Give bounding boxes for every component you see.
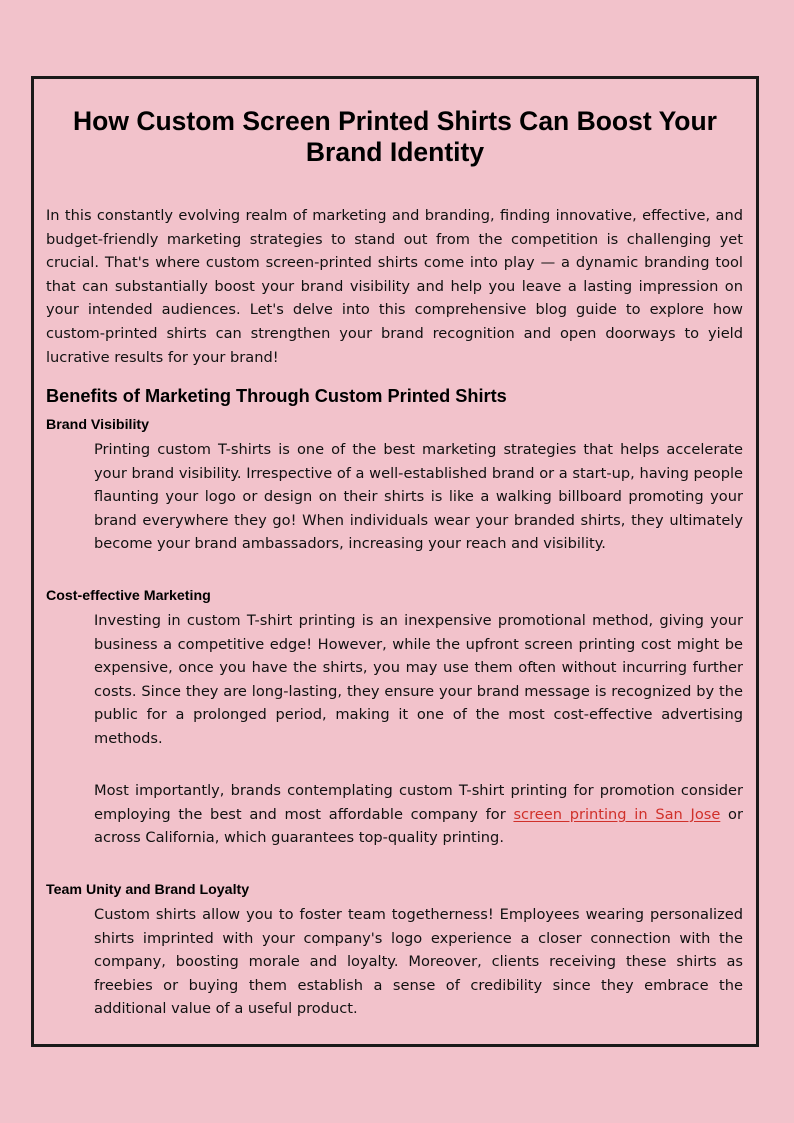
paragraph-brand-visibility: Printing custom T-shirts is one of the best marketing strategies that helps accelerate your brand visibility. Irrespective of a well-established brand or a start-up, having people flaunting your logo or design on their shirts is like a walking billboard promoting your brand everywhere they go! When individuals wear your branded shirts, they ultimately become your brand ambassadors, increasing your reach and visibility. — [94, 441, 743, 553]
paragraph-screen-printing — [94, 779, 743, 850]
intro-paragraph: In this constantly evolving realm of marketing and branding, finding innovative, effective, and budget-friendly marketing strategies to stand out from the competition is challenging yet crucial. That's where custom screen-printed shirts come into play — a dynamic branding tool that can substantially boost your brand visibility and help you leave a lasting impression on your intended audiences. Let's delve into this comprehensive blog guide to explore how custom-printed shirts can strengthen your brand recognition and open doorways to yield lucrative results for your brand! — [46, 207, 743, 366]
paragraph-text-after-link: or across California, which guarantees top-quality printing. — [94, 805, 743, 847]
subheading-team-unity: Team Unity and Brand Loyalty — [46, 882, 250, 898]
paragraph-text-before-link: Most importantly, brands contemplating custom T-shirt printing for promotion consider employing the best and most affordable company for — [94, 782, 743, 823]
page-title: How Custom Screen Printed Shirts Can Boost Your Brand Identity — [73, 106, 717, 167]
paragraph-cost-effective: Investing in custom T-shirt printing is an inexpensive promotional method, giving your business a competitive edge! However, while the upfront screen printing cost might be expensive, once you have the shirts, you may use them often without incurring further costs. Since they are long-lasting, they ensure your brand message is recognized by the public for a prolonged period, making it one of the most cost-effective advertising methods. — [94, 612, 743, 747]
section-heading: Benefits of Marketing Through Custom Printed Shirts — [46, 386, 507, 406]
subheading-brand-visibility: Brand Visibility — [46, 417, 150, 433]
paragraph-team-unity: Custom shirts allow you to foster team togetherness! Employees wearing personalized shirts imprinted with your company's logo experience a closer connection with the company, boosting morale and loyalty. Moreover, clients receiving these shirts as freebies or buying them establish a sense of credibility since they embrace the additional value of a useful product. — [94, 906, 743, 1018]
subheading-cost-effective: Cost-effective Marketing — [46, 588, 211, 604]
screen-printing-link[interactable]: screen printing in San Jose — [513, 805, 721, 823]
